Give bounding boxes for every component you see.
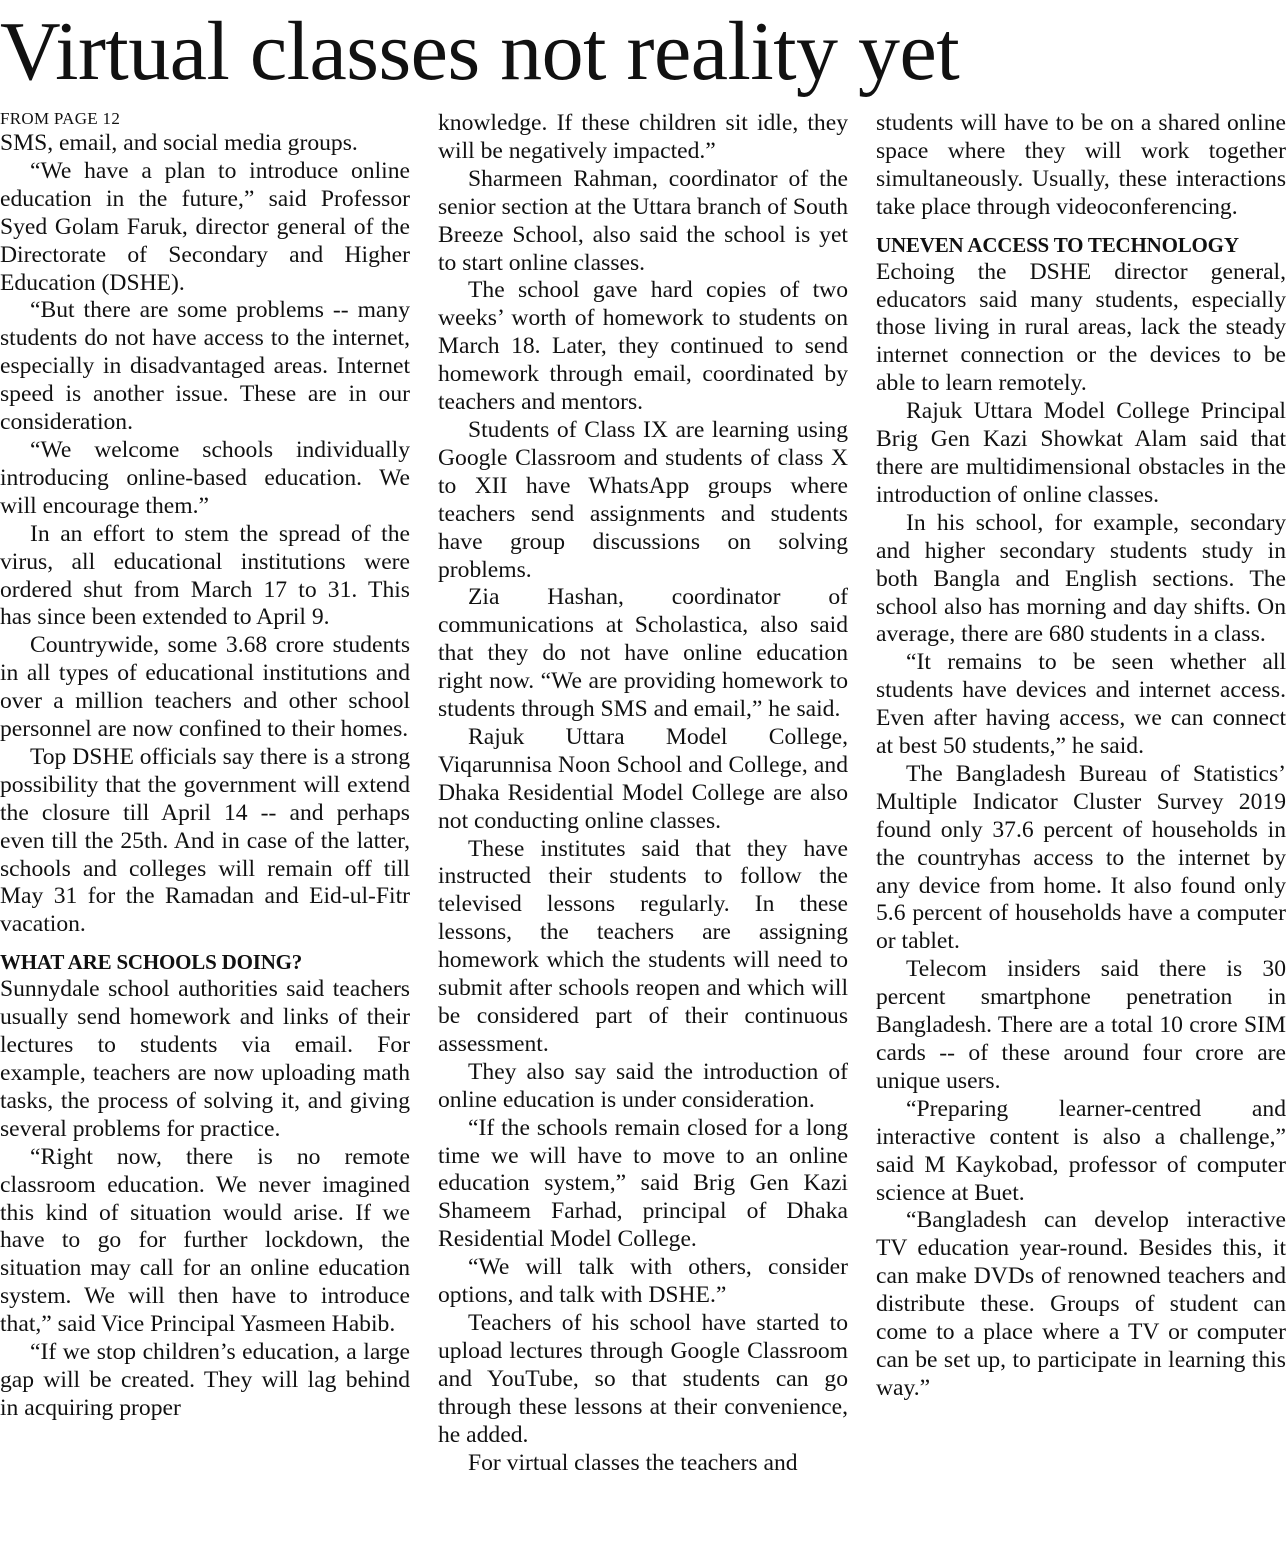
paragraph: Sharmeen Rahman, coordinator of the senior section at the Uttara branch of South Breeze School, also said the school is yet to start online classes. <box>438 165 848 276</box>
paragraph: Sunnydale school authorities said teachers usually send homework and links of their lectures to students via email. For example, teachers are now uploading math tasks, the process of solving it, and giving several problems for practice. <box>0 976 410 1142</box>
paragraph: “Preparing learner-centred and interactive content is also a challenge,” said M Kaykobad, professor of computer science at Buet. <box>876 1095 1286 1206</box>
paragraph: “We have a plan to introduce online education in the future,” said Professor Syed Golam Faruk, director general of the Directorate of Secondary and Higher Education (DSHE). <box>0 157 410 296</box>
subheading: UNEVEN ACCESS TO TECHNOLOGY <box>876 232 1239 257</box>
paragraph: Countrywide, some 3.68 crore students in all types of educational institutions and over a million teachers and other school personnel are now confined to their homes. <box>0 632 410 743</box>
subheading: WHAT ARE SCHOOLS DOING? <box>0 950 303 975</box>
paragraph: SMS, email, and social media groups. <box>0 130 358 156</box>
paragraph: Echoing the DSHE director general, educators said many students, especially those living in rural areas, lack the steady internet connection or the devices to be able to learn remotely. <box>876 258 1286 397</box>
paragraph: In an effort to stem the spread of the virus, all educational institutions were ordered shut from March 17 to 31. This has since been extended to April 9. <box>0 520 410 631</box>
article-column-1 <box>0 110 410 1423</box>
paragraph: Zia Hashan, coordinator of communications at Scholastica, also said that they do not have online education right now. “We are providing homework to students through SMS and email,” he said. <box>438 584 848 723</box>
paragraph: knowledge. If these children sit idle, they will be negatively impacted.” <box>438 110 848 164</box>
paragraph: They also say said the introduction of online education is under consideration. <box>438 1058 848 1113</box>
paragraph: Rajuk Uttara Model College Principal Brig Gen Kazi Showkat Alam said that there are multidimensional obstacles in the introduction of online classes. <box>876 398 1286 508</box>
paragraph: students will have to be on a shared online space where they will work together simultaneously. Usually, these interactions take place through videoconferencing. <box>876 110 1286 220</box>
paragraph: In his school, for example, secondary and higher secondary students study in both Bangla and English sections. The school also has morning and day shifts. On average, there are 680 students in a class. <box>876 509 1286 648</box>
paragraph: “We will talk with others, consider options, and talk with DSHE.” <box>438 1254 848 1309</box>
paragraph: “If the schools remain closed for a long time we will have to move to an online education system,” said Brig Gen Kazi Shameem Farhad, principal of Dhaka Residential Model College. <box>438 1114 848 1253</box>
jump-label: FROM PAGE 12 <box>0 109 121 128</box>
paragraph: For virtual classes the teachers and <box>468 1449 798 1476</box>
article-column-3 <box>876 110 1286 1403</box>
paragraph: Top DSHE officials say there is a strong possibility that the government will extend the closure till April 14 -- and perhaps even till the 25th. And in case of the latter, schools and colleges will remain off till May 31 for the Ramadan and Eid-ul-Fitr vacation. <box>0 743 410 938</box>
paragraph: “Bangladesh can develop interactive TV education year-round. Besides this, it can make DVDs of renowned teachers and distribute these. Groups of student can come to a place where a TV or computer can be set up, to participate in learning this way.” <box>876 1207 1286 1401</box>
paragraph: The Bangladesh Bureau of Statistics’ Multiple Indicator Cluster Survey 2019 found only 37.6 percent of households in the countryhas access to the internet by any device from home. It also found only 5.6 percent of households have a computer or tablet. <box>876 760 1286 955</box>
paragraph: “It remains to be seen whether all students have devices and internet access. Even after having access, we can connect at best 50 students,” he said. <box>876 649 1286 760</box>
paragraph: Telecom insiders said there is 30 percent smartphone penetration in Bangladesh. There are a total 10 crore SIM cards -- of these around four crore are unique users. <box>876 956 1286 1094</box>
paragraph: “If we stop children’s education, a large gap will be created. They will lag behind in acquiring proper <box>0 1339 410 1421</box>
paragraph: These institutes said that they have instructed their students to follow the televised lessons regularly. In these lessons, the teachers are assigning homework which the students will need to submit after schools reopen and which will be considered part of their continuous assessment. <box>438 835 848 1057</box>
paragraph: Teachers of his school have started to upload lectures through Google Classroom and YouTube, so that students can go through these lessons at their convenience, he added. <box>438 1309 848 1448</box>
paragraph: “Right now, there is no remote classroom education. We never imagined this kind of situation would arise. If we have to go for further lockdown, the situation may call for an online education system. We will then have to introduce that,” said Vice Principal Yasmeen Habib. <box>0 1143 410 1338</box>
paragraph: The school gave hard copies of two weeks’ worth of homework to students on March 18. Later, they continued to send homework through email, coordinated by teachers and mentors. <box>438 277 848 416</box>
headline: Virtual classes not reality yet <box>0 5 960 98</box>
paragraph: “We welcome schools individually introducing online-based education. We will encourage them.” <box>0 436 410 519</box>
article-column-2 <box>438 110 848 1477</box>
paragraph: Rajuk Uttara Model College, Viqarunnisa Noon School and College, and Dhaka Residential Model College are also not conducting online classes. <box>438 723 848 834</box>
paragraph: Students of Class IX are learning using Google Classroom and students of class X to XII have WhatsApp groups where teachers send assignments and students have group discussions on solving problems. <box>438 416 848 583</box>
paragraph: “But there are some problems -- many students do not have access to the internet, especially in disadvantaged areas. Internet speed is another issue. These are in our consideration. <box>0 297 410 436</box>
